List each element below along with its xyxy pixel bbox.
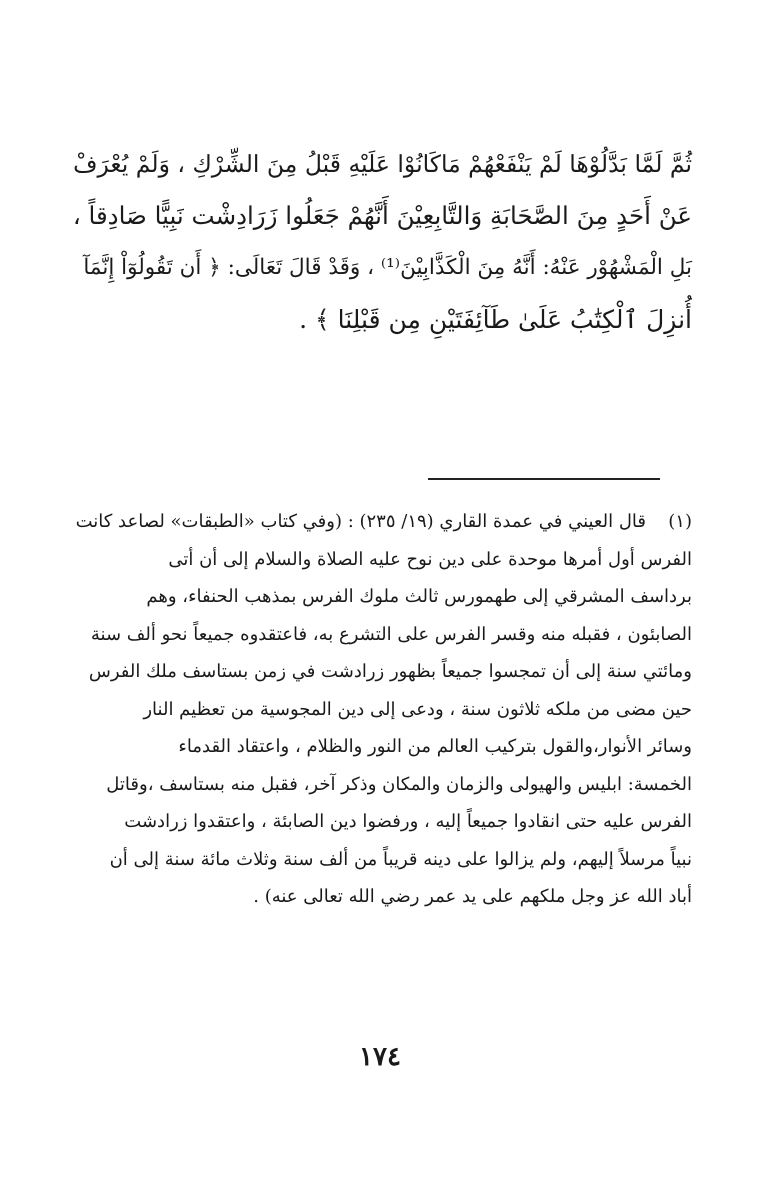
footnote-block [70,503,692,916]
footnote-line: برداسف المشرقي إلى طهمورس ثالث ملوك الفرس بمذهب الحنفاء، وهم [146,586,692,607]
footnote-line: الفرس عليه حتى انقادوا جميعاً إليه ، ورفضوا دين الصابئة ، واعتقدوا زرادشت [124,811,692,832]
footnote-line: وسائر الأنوار،والقول بتركيب العالم من النور والظلام ، واعتقاد القدماء [178,736,692,757]
footnote-divider [428,478,660,480]
main-text-line: بَلِ الْمَشْهُوْر عَنْهُ: أَنَّهُ مِنَ الْكَذَّابِيْنَ⁽¹⁾ ، وَقَدْ قَالَ تَعَالَى: ﴿ أَن تَقُولُوٓاْ إِنَّمَآ [83,255,692,280]
footnote-line: ومائتي سنة إلى أن تمجسوا جميعاً بظهور زرادشت في زمن بستاسف ملك الفرس [88,661,692,682]
main-text-block [70,138,692,346]
main-text-line: عَنْ أَحَدٍ مِنَ الصَّحَابَةِ وَالتَّابِعِيْنَ أَنَّهُمْ جَعَلُوا زَرَادِشْت نَبِيًّا صَادِقاً ، [72,201,692,230]
footnote-line: الفرس أول أمرها موحدة على دين نوح عليه الصلاة والسلام إلى أن أتى [168,548,692,570]
footnote-line: حين مضى من ملكه ثلاثون سنة ، ودعى إلى دين المجوسية من تعظيم النار [143,698,692,720]
main-text-line: أُنزِلَ ٱلْكِتَٰبُ عَلَىٰ طَآئِفَتَيْنِ مِن قَبْلِنَا ﴾ . [299,305,692,334]
main-text-line: ثُمَّ لَمَّا بَدَّلُوْهَا لَمْ يَنْفَعْهُمْ مَاكَانُوْا عَلَيْهِ قَبْلُ مِنَ الشِّرْكِ ، وَلَمْ يُعْرَفْ [73,150,692,178]
footnote-line: الخمسة: ابليس والهيولى والزمان والمكان وذكر آخر، فقبل منه بستاسف ،وقاتل [106,773,692,795]
footnote-first-line [70,503,692,541]
page-number: ١٧٤ [359,1042,401,1072]
footnote-line: قال العيني في عمدة القاري (١٩/ ٢٣٥) : (وفي كتاب «الطبقات» لصاعد كانت [75,511,646,532]
footnote-line: نبياً مرسلاً إليهم، ولم يزالوا على دينه قريباً من ألف سنة وثلاث مائة سنة إلى أن [109,848,692,870]
footnote-line: الصابئون ، فقبله منه وقسر الفرس على التشرع به، فاعتقدوه جميعاً نحو ألف سنة [90,623,692,645]
footnote-line: أباد الله عز وجل ملكهم على يد عمر رضي الله تعالى عنه) . [253,886,692,907]
footnote-marker: (١) [668,511,692,532]
